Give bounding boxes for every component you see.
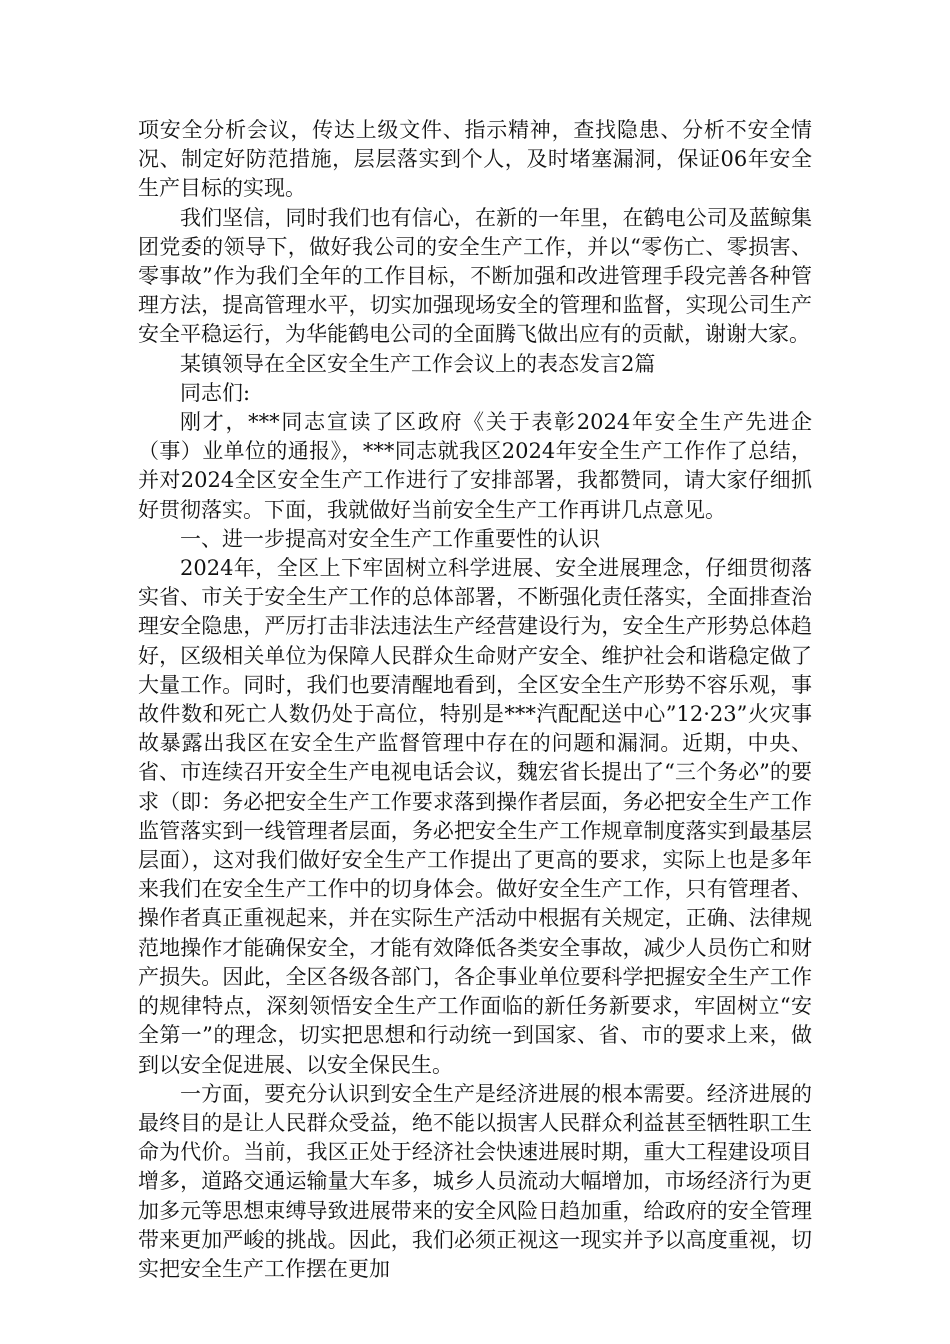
paragraph-intro: 刚才，***同志宣读了区政府《关于表彰2024年安全生产先进企（事）业单位的通报》，***同志就我区2024年安全生产工作作了总结，并对2024全区安全生产工作进行了安排部署，我都赞同，请大家仔细抓好贯彻落实。下面，我就做好当前安全生产工作再讲几点意见。 — [138, 410, 812, 522]
paragraph-one-hand: 一方面，要充分认识到安全生产是经济进展的根本需要。经济进展的最终目的是让人民群众受益，绝不能以损害人民群众利益甚至牺牲职工生命为代价。当前，我区正处于经济社会快速进展时期，重大工程建设项目增多，道路交通运输量大车多，城乡人员流动大幅增加，市场经济行为更加多元等思想束缚导致进展带来的安全风险日趋加重，给政府的安全管理带来更加严峻的挑战。因此，我们必须正视这一现实并予以高度重视，切实把安全生产工作摆在更加 — [138, 1081, 812, 1281]
document-page — [138, 116, 812, 1284]
section-title: 某镇领导在全区安全生产工作会议上的表态发言2篇 — [180, 351, 656, 376]
paragraph-1: 项安全分析会议，传达上级文件、指示精神，查找隐患、分析不安全情况、制定好防范措施，层层落实到个人，及时堵塞漏洞，保证06年安全生产目标的实现。 — [138, 118, 812, 201]
heading-one: 一、进一步提高对安全生产工作重要性的认识 — [180, 526, 600, 551]
paragraph-2: 我们坚信，同时我们也有信心，在新的一年里，在鹤电公司及蓝鲸集团党委的领导下，做好我公司的安全生产工作，并以“零伤亡、零损害、零事故”作为我们全年的工作目标，不断加强和改进管理手段完善各种管理方法，提高管理水平，切实加强现场安全的管理和监督，实现公司生产安全平稳运行，为华能鹤电公司的全面腾飞做出应有的贡献，谢谢大家。 — [138, 205, 812, 347]
salutation: 同志们: — [180, 380, 251, 405]
paragraph-2024: 2024年，全区上下牢固树立科学进展、安全进展理念，仔细贯彻落实省、市关于安全生产工作的总体部署，不断强化责任落实，全面排查治理安全隐患，严厉打击非法违法生产经营建设行为，安全生产形势总体趋好，区级相关单位为保障人民群众生命财产安全、维护社会和谐稳定做了大量工作。同时，我们也要清醒地看到，全区安全生产形势不容乐观，事故件数和死亡人数仍处于高位，特别是***汽配配送中心”12·23”火灾事故暴露出我区在安全生产监督管理中存在的问题和漏洞。近期，中央、省、市连续召开安全生产电视电话会议，魏宏省长提出了“三个务必”的要求（即：务必把安全生产工作要求落到操作者层面，务必把安全生产工作监管落实到一线管理者层面，务必把安全生产工作规章制度落实到最基层层面），这对我们做好安全生产工作提出了更高的要求，实际上也是多年来我们在安全生产工作中的切身体会。做好安全生产工作，只有管理者、操作者真正重视起来，并在实际生产活动中根据有关规定，正确、法律规范地操作才能确保安全，才能有效降低各类安全事故，减少人员伤亡和财产损失。因此，全区各级各部门，各企事业单位要科学把握安全生产工作的规律特点，深刻领悟安全生产工作面临的新任务新要求，牢固树立“安全第一”的理念，切实把思想和行动统一到国家、省、市的要求上来，做到以安全促进展、以安全保民生。 — [138, 556, 812, 1077]
